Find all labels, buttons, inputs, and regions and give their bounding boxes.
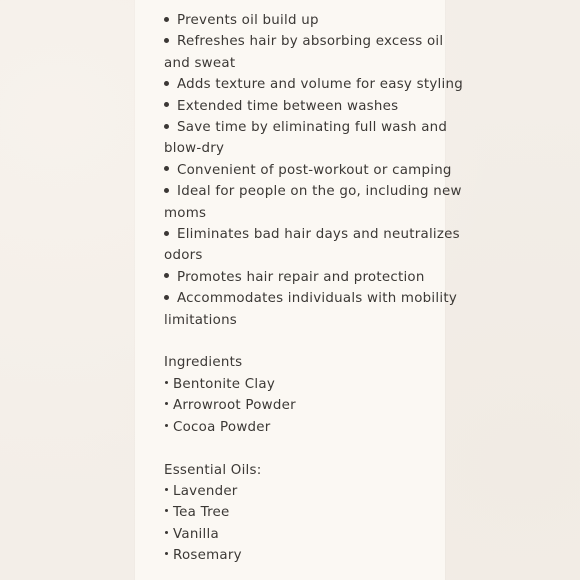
- bullet-icon: [164, 38, 169, 43]
- benefit-item: [164, 288, 458, 331]
- bullet-icon: [164, 102, 169, 107]
- benefit-item: [164, 160, 452, 181]
- benefit-text: Accommodates individuals with mobility: [177, 291, 458, 307]
- benefit-text-continued: moms: [164, 205, 207, 221]
- benefit-text: Extended time between washes: [177, 98, 399, 114]
- benefit-item: [164, 10, 439, 31]
- product-description: [164, 10, 463, 567]
- benefit-text: Prevents oil build up: [177, 13, 319, 28]
- benefit-item: [164, 117, 448, 160]
- benefit-text-continued: blow-dry: [164, 141, 225, 157]
- bullet-icon: [164, 81, 169, 86]
- essential-oil-text: Rosemary: [173, 548, 242, 564]
- ingredient-item: [164, 395, 439, 416]
- ingredient-text: Bentonite Clay: [173, 376, 276, 392]
- bullet-icon: [165, 531, 168, 534]
- benefit-text: Save time by eliminating full wash and: [177, 120, 448, 136]
- ingredient-item: [164, 374, 439, 395]
- benefit-text-continued: limitations: [164, 312, 238, 328]
- benefit-item: [164, 96, 439, 117]
- bullet-icon: [164, 188, 169, 193]
- benefit-text: Eliminates bad hair days and neutralizes: [177, 227, 460, 243]
- bullet-icon: [165, 509, 168, 512]
- essential-oil-text: Vanilla: [173, 526, 219, 542]
- bullet-icon: [164, 17, 169, 22]
- essential-oils-heading: Essential Oils:: [164, 462, 262, 478]
- essential-oil-item: [164, 524, 439, 545]
- bullet-icon: [164, 273, 169, 278]
- benefit-item: [164, 74, 463, 95]
- bullet-icon: [165, 381, 168, 384]
- bullet-icon: [165, 402, 168, 405]
- benefit-text: Promotes hair repair and protection: [177, 269, 425, 285]
- benefit-item: [164, 181, 462, 224]
- benefit-item: [164, 267, 439, 288]
- ingredient-text: Cocoa Powder: [173, 419, 271, 435]
- section-spacer: [164, 331, 439, 352]
- section-spacer: [164, 438, 439, 459]
- essential-oil-item: [164, 481, 439, 502]
- essential-oil-text: Tea Tree: [173, 505, 230, 521]
- bullet-icon: [164, 166, 169, 171]
- bullet-icon: [164, 124, 169, 129]
- benefit-text: Refreshes hair by absorbing excess oil: [177, 34, 444, 50]
- benefit-item: [164, 31, 444, 74]
- bullet-icon: [165, 552, 168, 555]
- benefit-text: Adds texture and volume for easy styling: [177, 77, 463, 93]
- benefit-text: Convenient of post-workout or camping: [177, 162, 452, 178]
- ingredient-text: Arrowroot Powder: [173, 398, 296, 414]
- ingredients-heading: Ingredients: [164, 355, 243, 371]
- essential-oil-item: [164, 502, 439, 523]
- bullet-icon: [165, 424, 168, 427]
- benefit-item: [164, 224, 460, 267]
- benefit-text: Ideal for people on the go, including new: [177, 184, 462, 200]
- bullet-icon: [164, 231, 169, 236]
- bullet-icon: [164, 295, 169, 300]
- essential-oil-item: [164, 545, 439, 566]
- bullet-icon: [165, 488, 168, 491]
- essential-oil-text: Lavender: [173, 483, 238, 499]
- ingredient-item: [164, 417, 439, 438]
- benefit-text-continued: and sweat: [164, 55, 236, 71]
- benefit-text-continued: odors: [164, 248, 203, 264]
